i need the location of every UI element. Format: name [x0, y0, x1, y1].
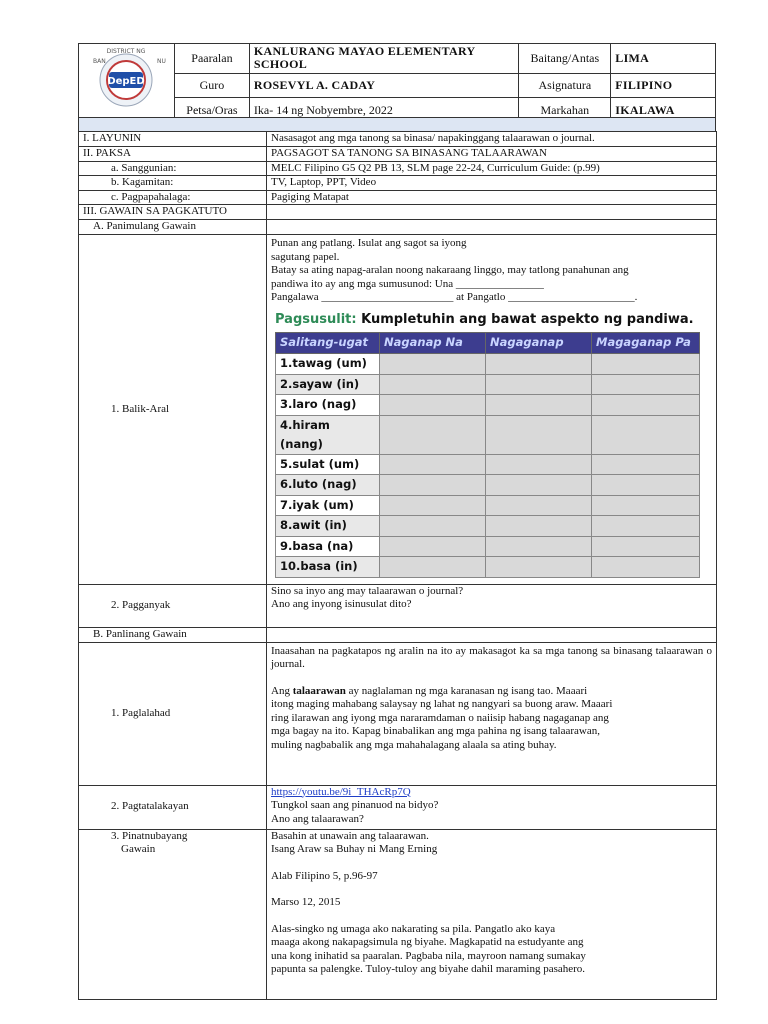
quiz-answer-cell	[380, 415, 486, 454]
quiz-row	[276, 354, 700, 375]
quiz-image	[275, 313, 699, 578]
quiz-answer-cell	[380, 454, 486, 475]
quiz-column-header: Naganap Na	[380, 333, 486, 354]
balik-aral-line: sagutang papel.	[271, 250, 340, 263]
quiz-table	[275, 332, 700, 578]
svg-text:BAN: BAN	[93, 58, 106, 65]
video-link[interactable]: https://youtu.be/9i_THAcRp7Q	[271, 785, 411, 798]
quiz-word: 10.basa (in)	[276, 557, 380, 578]
quiz-word: 9.basa (na)	[276, 536, 380, 557]
quiz-answer-cell	[380, 495, 486, 516]
quiz-word: 6.luto (nag)	[276, 475, 380, 496]
header-table	[78, 43, 716, 123]
markahan-value: IKALAWA	[611, 98, 716, 123]
paglalahad-paragraph: Ang talaarawan ay naglalaman ng mga karanasan ng isang tao. Maaari	[271, 684, 588, 697]
pinatnubayang-date: Marso 12, 2015	[271, 896, 341, 908]
quiz-answer-cell	[380, 475, 486, 496]
paaralan-label: Paaralan	[175, 44, 250, 74]
pagpapahalaga-value: Pagiging Matapat	[267, 190, 717, 205]
quiz-answer-cell	[486, 475, 592, 496]
quiz-answer-cell	[380, 536, 486, 557]
pagtatalakayan-line: Ano ang talaarawan?	[271, 812, 364, 825]
pinatnubayang-story: papunta sa palengke. Tuloy-tuloy ang biyahe dahil maraming pasahero.	[271, 963, 586, 975]
quiz-column-header: Nagaganap	[486, 333, 592, 354]
quiz-answer-cell	[592, 415, 700, 454]
quiz-answer-cell	[486, 454, 592, 475]
quiz-word: 3.laro (nag)	[276, 395, 380, 416]
paglalahad-content	[267, 642, 717, 785]
pagtatalakayan-line: Tungkol saan ang pinanuod na bidyo?	[271, 799, 439, 811]
balik-aral-content	[267, 235, 717, 585]
pinatnubayang-line: Isang Araw sa Buhay ni Mang Erning	[271, 843, 438, 855]
deped-logo	[79, 44, 174, 118]
panimulang-label: A. Panimulang Gawain	[79, 220, 267, 235]
pinatnubayang-line: Basahin at unawain ang talaarawan.	[271, 829, 429, 842]
pinatnubayang-source: Alab Filipino 5, p.96-97	[271, 869, 378, 882]
pagganyak-line: Sino sa inyo ang may talaarawan o journal?	[271, 584, 464, 597]
kagamitan-value: TV, Laptop, PPT, Video	[267, 176, 717, 191]
asignatura-label: Asignatura	[519, 73, 611, 98]
quiz-answer-cell	[592, 454, 700, 475]
quiz-answer-cell	[380, 395, 486, 416]
quiz-answer-cell	[592, 516, 700, 537]
quiz-row	[276, 475, 700, 496]
paaralan-value: KANLURANG MAYAO ELEMENTARY SCHOOL	[249, 44, 519, 74]
svg-text:DepED: DepED	[107, 76, 145, 87]
paksa-value: PAGSAGOT SA TANONG SA BINASANG TALAARAWAN	[267, 147, 717, 162]
svg-text:NU: NU	[157, 58, 166, 65]
paglalahad-intro: Inaasahan na pagkatapos ng aralin na ito ay makasagot ka sa mga tanong sa binasang talaarawan o journal.	[271, 644, 712, 670]
quiz-answer-cell	[486, 495, 592, 516]
pagganyak-content	[267, 584, 717, 627]
quiz-answer-cell	[380, 557, 486, 578]
quiz-word: 1.tawag (um)	[276, 354, 380, 375]
panlinang-label: B. Panlinang Gawain	[79, 627, 267, 642]
layunin-label: I. LAYUNIN	[79, 132, 267, 147]
quiz-row	[276, 374, 700, 395]
baitang-value: LIMA	[611, 44, 716, 74]
svg-text:DISTRICT NG: DISTRICT NG	[106, 48, 146, 55]
asignatura-value: FILIPINO	[611, 73, 716, 98]
layunin-value: Nasasagot ang mga tanong sa binasa/ napakinggang talaarawan o journal.	[267, 132, 717, 147]
pagganyak-line: Ano ang inyong isinusulat dito?	[271, 598, 412, 610]
pinatnubayang-content	[267, 829, 717, 999]
gawain-empty	[267, 205, 717, 220]
panlinang-empty	[267, 627, 717, 642]
quiz-answer-cell	[486, 516, 592, 537]
quiz-column-header: Salitang-ugat	[276, 333, 380, 354]
quiz-title: Pagsusulit: Kumpletuhin ang bawat aspekto ng pandiwa.	[275, 311, 694, 327]
sanggunian-label: a. Sanggunian:	[79, 161, 267, 176]
gawain-label: III. GAWAIN SA PAGKATUTO	[79, 205, 267, 220]
quiz-word: 5.sulat (um)	[276, 454, 380, 475]
quiz-row	[276, 454, 700, 475]
pagganyak-label: 2. Pagganyak	[79, 584, 267, 627]
paksa-label: II. PAKSA	[79, 147, 267, 162]
quiz-answer-cell	[486, 536, 592, 557]
quiz-answer-cell	[486, 354, 592, 375]
quiz-column-header: Magaganap Pa	[592, 333, 700, 354]
guro-label: Guro	[175, 73, 250, 98]
balik-aral-line: pandiwa ito ay ang mga sumusunod: Una ________________	[271, 277, 544, 290]
quiz-word: 4.hiram (nang)	[276, 415, 380, 454]
quiz-answer-cell	[486, 374, 592, 395]
balik-aral-line: Batay sa ating napag-aralan noong nakaraang linggo, may tatlong panahunan ang	[271, 264, 629, 276]
paglalahad-line: itong maging mahabang salaysay ng lahat ng nangyari sa buong araw. Maaari	[271, 698, 613, 710]
guro-value: ROSEVYL A. CADAY	[249, 73, 519, 98]
quiz-answer-cell	[592, 374, 700, 395]
quiz-answer-cell	[592, 395, 700, 416]
quiz-answer-cell	[592, 475, 700, 496]
quiz-row	[276, 557, 700, 578]
quiz-answer-cell	[592, 536, 700, 557]
quiz-row	[276, 495, 700, 516]
quiz-row	[276, 415, 700, 454]
petsa-label: Petsa/Oras	[175, 98, 250, 123]
quiz-answer-cell	[592, 557, 700, 578]
kagamitan-label: b. Kagamitan:	[79, 176, 267, 191]
quiz-answer-cell	[380, 516, 486, 537]
pagtatalakayan-content	[267, 785, 717, 829]
pagtatalakayan-label: 2. Pagtatalakayan	[79, 785, 267, 829]
pinatnubayang-story: Alas-singko ng umaga ako nakarating sa pila. Pangatlo ako kaya	[271, 922, 556, 935]
deped-logo-cell	[79, 44, 175, 123]
quiz-answer-cell	[486, 557, 592, 578]
paglalahad-line: ring ilarawan ang iyong mga nararamdaman o naiisip habang nagaganap ang	[271, 711, 609, 724]
petsa-value: Ika- 14 ng Nobyembre, 2022	[249, 98, 519, 123]
paglalahad-line: muling nagbabalik ang mga mahahalagang alaala sa ating buhay.	[271, 738, 557, 751]
quiz-answer-cell	[592, 495, 700, 516]
quiz-row	[276, 536, 700, 557]
pinatnubayang-label: 3. Pinatnubayang Gawain	[79, 829, 267, 999]
markahan-label: Markahan	[519, 98, 611, 123]
quiz-word: 2.sayaw (in)	[276, 374, 380, 395]
quiz-answer-cell	[380, 374, 486, 395]
paglalahad-line: mga bagay na ito. Kapag binabalikan ang mga pahina ng isang talaarawan,	[271, 725, 600, 737]
balik-aral-label: 1. Balik-Aral	[79, 235, 267, 585]
quiz-word: 7.iyak (um)	[276, 495, 380, 516]
quiz-answer-cell	[380, 354, 486, 375]
quiz-answer-cell	[592, 354, 700, 375]
quiz-answer-cell	[486, 415, 592, 454]
quiz-word: 8.awit (in)	[276, 516, 380, 537]
quiz-row	[276, 395, 700, 416]
paglalahad-label: 1. Paglalahad	[79, 642, 267, 785]
lesson-plan-table	[78, 131, 717, 1000]
accent-bar	[78, 117, 716, 131]
quiz-row	[276, 516, 700, 537]
quiz-answer-cell	[486, 395, 592, 416]
balik-aral-line: Pangalawa ________________________ at Pangatlo _______________________.	[271, 291, 638, 303]
panimulang-empty	[267, 220, 717, 235]
pinatnubayang-story: una kong inihatid sa paaralan. Pagbaba nila, mayroon namang sumakay	[271, 949, 586, 962]
baitang-label: Baitang/Antas	[519, 44, 611, 74]
balik-aral-line: Punan ang patlang. Isulat ang sagot sa iyong	[271, 237, 467, 249]
sanggunian-value: MELC Filipino G5 Q2 PB 13, SLM page 22-24, Curriculum Guide: (p.99)	[267, 161, 717, 176]
pagpapahalaga-label: c. Pagpapahalaga:	[79, 190, 267, 205]
pinatnubayang-story: maaga akong nakapagsimula ng biyahe. Magkapatid na estudyante ang	[271, 936, 584, 948]
